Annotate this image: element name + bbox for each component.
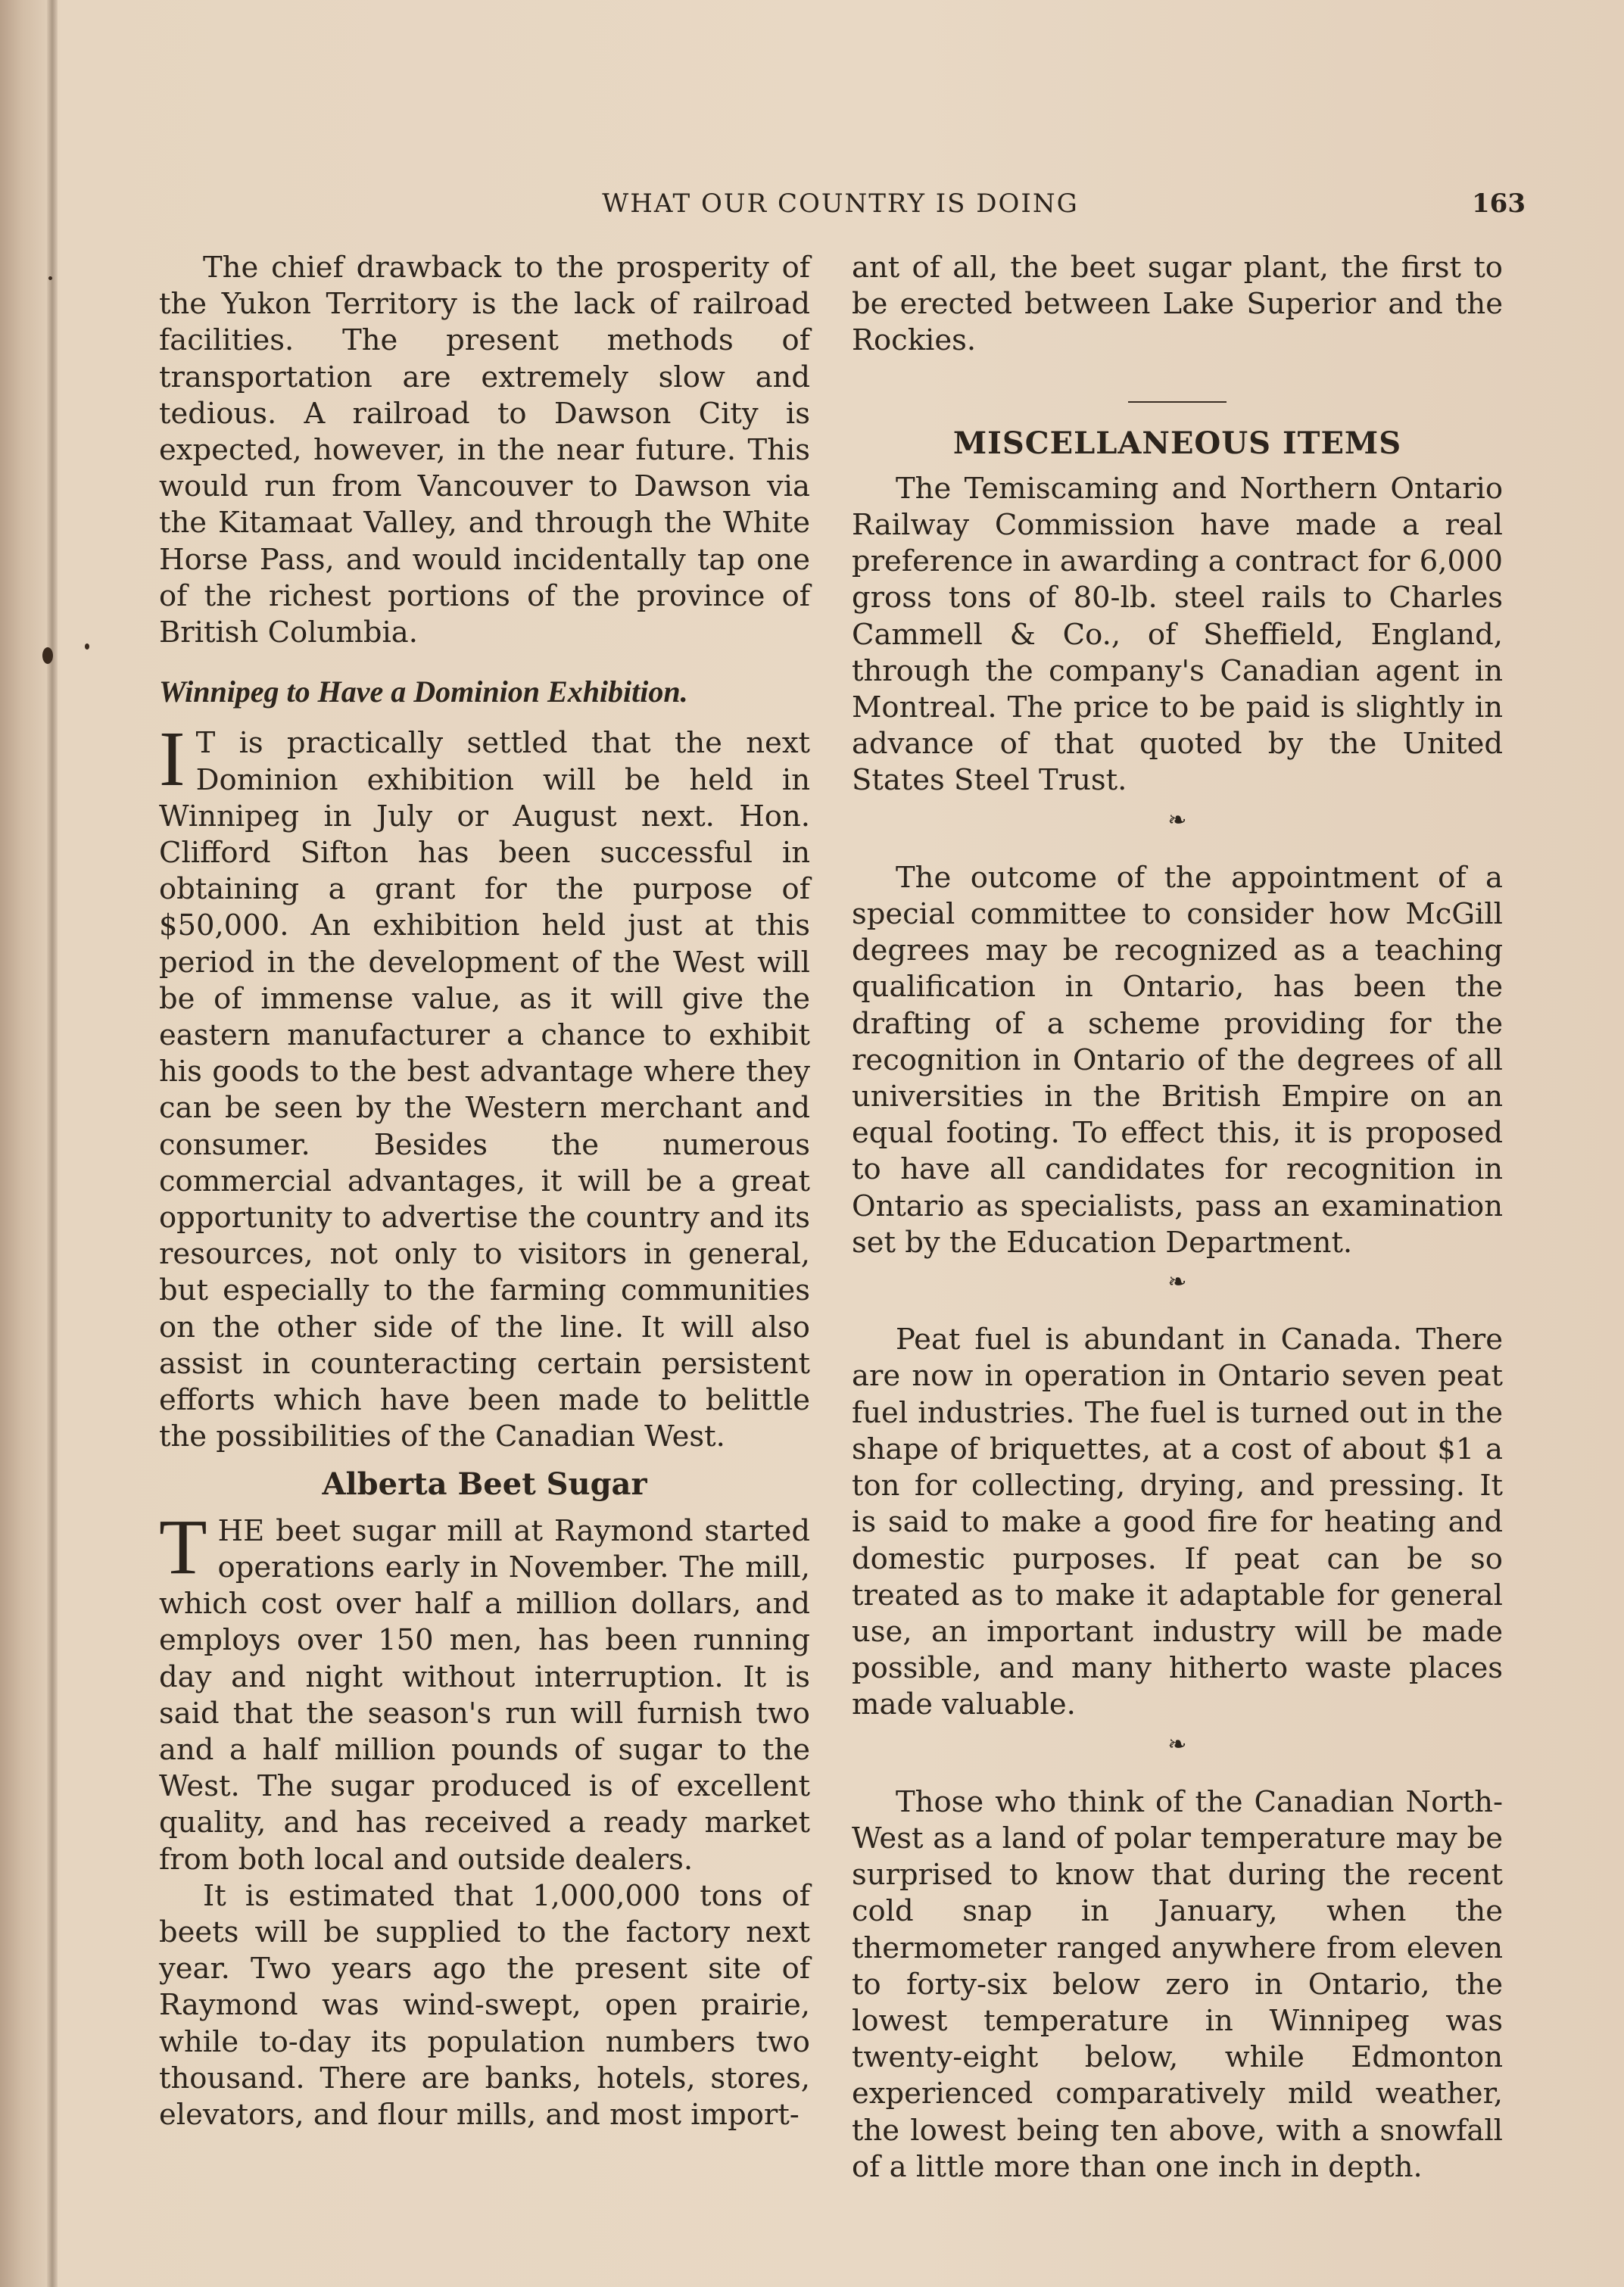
ink-spot xyxy=(85,643,89,650)
left-column xyxy=(159,250,810,2133)
running-title: WHAT OUR COUNTRY IS DOING xyxy=(602,189,1079,219)
right-column xyxy=(852,250,1503,2186)
misc-item-mcgill: The outcome of the appointment of a special committee to consider how McGill degrees may be recognized as a teaching qualification in Ontario, has been the drafting of a scheme providing for the recognition in Ontario of the degrees of all universities in the British Empire on an equal footing. To effect this, it is proposed to have all candidates for recognition in Ontario as specialists, pass an examination set by the Education Department. xyxy=(852,860,1503,1260)
ornament-icon: ❧ xyxy=(1167,806,1187,833)
ink-spot xyxy=(42,647,53,664)
section-divider xyxy=(1128,401,1227,403)
page-spine-shadow xyxy=(47,0,58,2287)
ink-spot xyxy=(48,276,52,280)
running-header xyxy=(155,185,1526,223)
misc-heading: MISCELLANEOUS ITEMS xyxy=(952,425,1402,461)
misc-item-peat: Peat fuel is abundant in Canada. There are now in operation in Ontario seven peat fuel industries. The fuel is turned out in the shape of briquettes, at a cost of about $1 a ton for collecting, drying, and pressing. It is said to make a good fire for heating and domestic purposes. If peat can be so treated as to make it adaptable for general use, an important industry will be made possible, and many hitherto waste places made valuable. xyxy=(852,1323,1503,1722)
alberta-paragraph-1 xyxy=(159,1503,810,1878)
beet-sugar-continuation: ant of all, the beet sugar plant, the first to be erected between Lake Superior and the Rockies. xyxy=(852,251,1503,358)
misc-item-weather: Those who think of the Canadian North-West as a land of polar temperature may be surprised to know that during the recent cold snap in January, when the thermometer ranged anywhere from eleven to forty-six below zero in Ontario, the lowest temperature in Winnipeg was twenty-eight below, while Edmonton experienced comparatively mild weather, the lowest being ten above, with a snowfall of a little more than one inch in depth. xyxy=(852,1784,1503,2184)
winnipeg-dropcap: I xyxy=(159,715,185,803)
alberta-text-1: HE beet sugar mill at Raymond started operations early in November. The mill, which cost over half a million dollars, and employs over 150 men, has been running day and night without interruption. It is said that the season's run will furnish two and a half million pounds of sugar to the West. The sugar produced is of excellent quality, and has received a ready market from both local and outside dealers. xyxy=(159,1513,810,1877)
alberta-dropcap: T xyxy=(159,1503,207,1591)
alberta-heading: Alberta Beet Sugar xyxy=(322,1466,647,1502)
ornament-icon: ❧ xyxy=(1167,1731,1187,1758)
winnipeg-text: T is practically settled that the next Dominion exhibition will be held in Winnipeg in July or August next. Hon. Clifford Sifton has been successful in obtaining a grant for the purpose of $50,000. An exhibition held just at this period in the development of the West will be of immense value, as it will give the eastern manufacturer a chance to exhibit his goods to the best advantage where they can be seen by the Western merchant and consumer. Besides the numerous commercial advantages, it will be a great opportunity to advertise the country and its resources, not only to visitors in general, but especially to the farming communities on the other side of the line. It will also assist in counteracting certain persistent efforts which have been made to belittle the possibilities of the Canadian West. xyxy=(159,726,810,1454)
yukon-paragraph: The chief drawback to the prosperity of the Yukon Territory is the lack of railroad facilities. The present methods of transportation are extremely slow and tedious. A railroad to Dawson City is expected, however, in the near future. This would run from Vancouver to Dawson via the Kitamaat Valley, and through the White Horse Pass, and would incidentally tap one of the richest portions of the province of British Columbia. xyxy=(159,251,810,650)
page-number: 163 xyxy=(1472,189,1526,219)
winnipeg-paragraph xyxy=(159,715,810,1455)
misc-item-railway: The Temiscaming and Northern Ontario Railway Commission have made a real preference in awarding a contract for 6,000 gross tons of 80-lb. steel rails to Charles Cammell & Co., of Sheffield, England, through the company's Canadian agent in Montreal. The price to be paid is slightly in advance of that quoted by the United States Steel Trust. xyxy=(852,471,1503,798)
alberta-paragraph-2: It is estimated that 1,000,000 tons of beets will be supplied to the factory next year. Two years ago the present site of Raymond was wind-swept, open prairie, while to-day its population numbers two thousand. There are banks, hotels, stores, elevators, and flour mills, and most import- xyxy=(159,1878,810,2132)
ornament-icon: ❧ xyxy=(1167,1269,1187,1296)
winnipeg-heading: Winnipeg to Have a Dominion Exhibition. xyxy=(159,675,688,709)
